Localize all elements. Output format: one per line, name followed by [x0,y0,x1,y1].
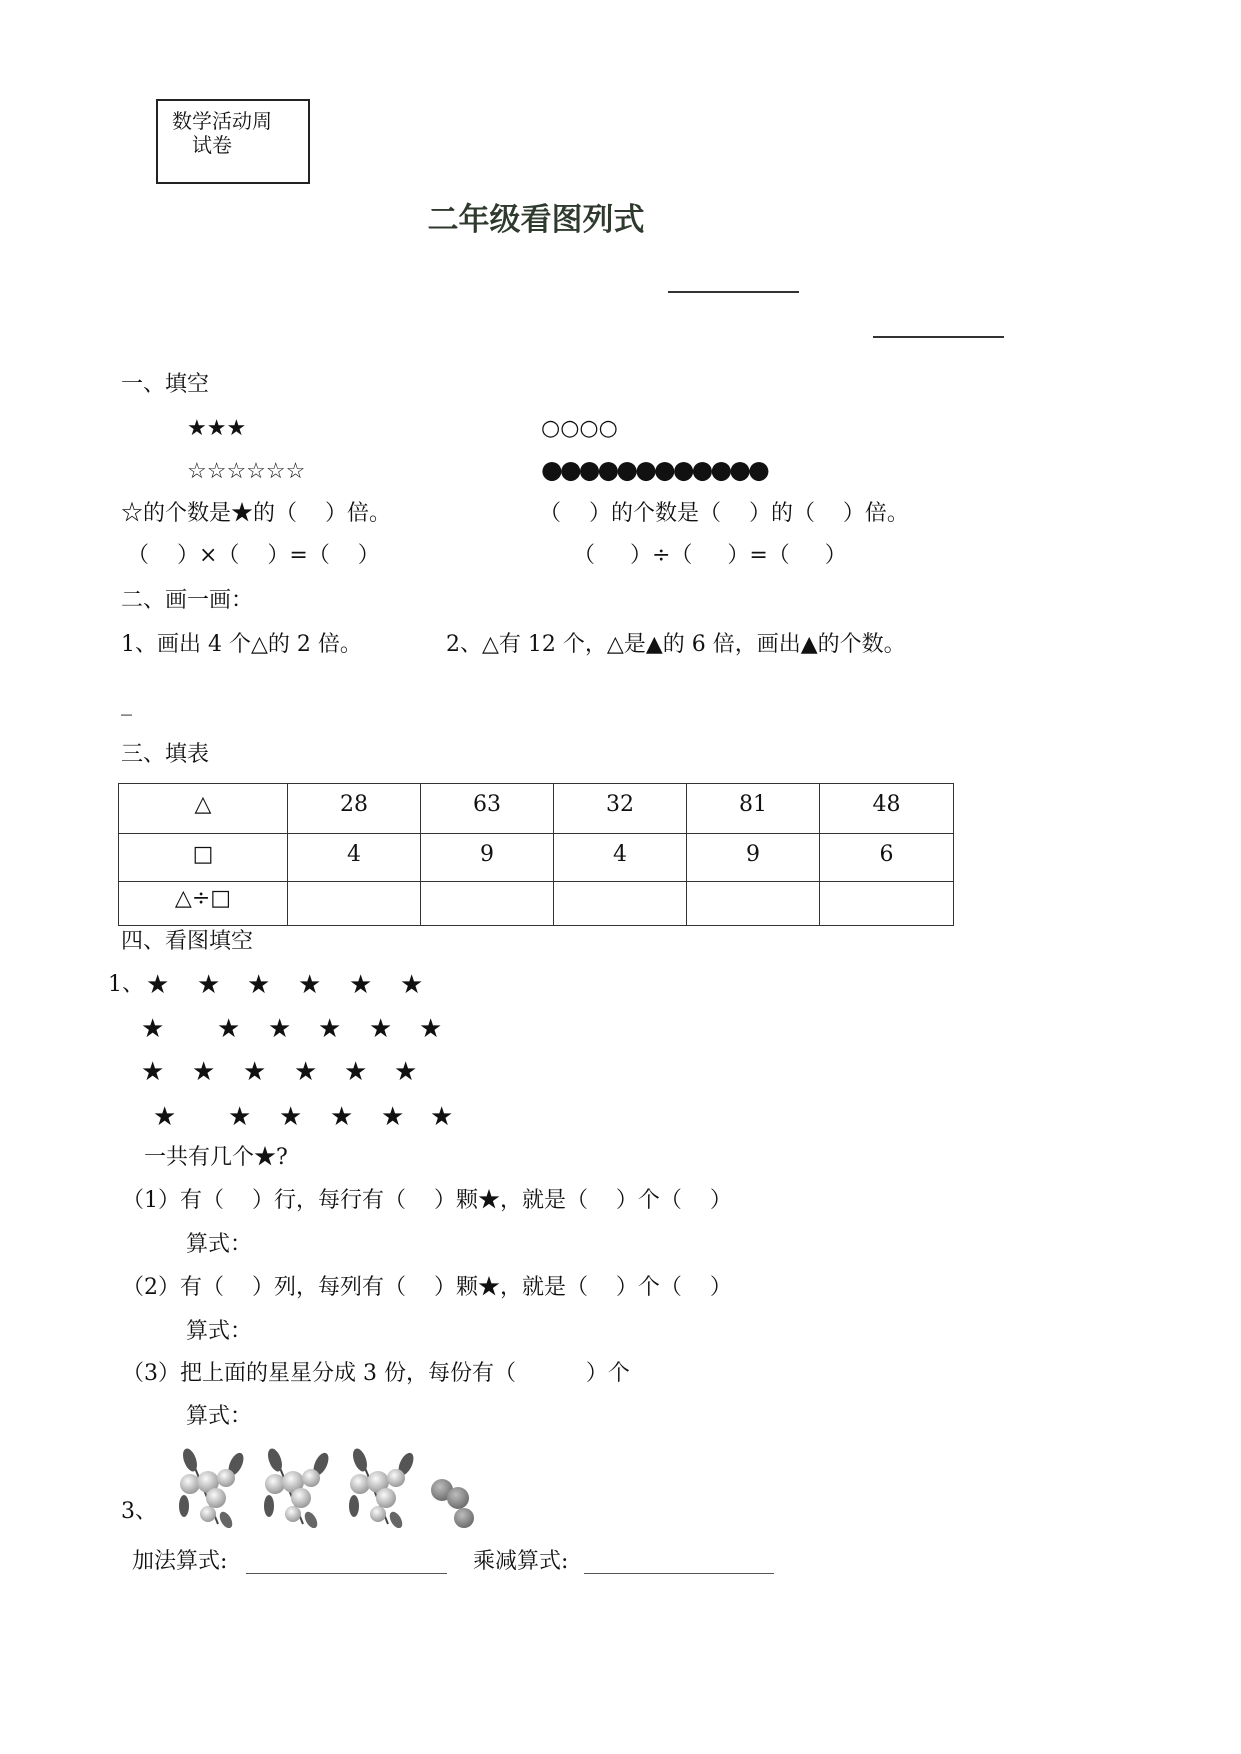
name-line [668,291,799,293]
row-label: □ [119,834,288,882]
formula-2: 算式： [186,1319,253,1344]
apple-branch-2 [264,1447,332,1528]
answer-cell[interactable] [820,882,954,926]
star-icon: ★ [294,1057,318,1087]
star-icon: ★ [247,970,271,1000]
q3-label: 3、 [121,1499,157,1524]
table-cell: 4 [554,834,687,882]
star-icon: ★ [243,1057,267,1087]
left-equation: （ ）×（ ）=（ ） [127,543,380,568]
black-stars: ★★★ [187,416,247,441]
white-stars: ☆☆☆☆☆☆ [187,459,306,484]
star-icon: ★ [153,1102,177,1132]
mul-formula-label: 乘减算式: [473,1549,569,1574]
table-cell: 48 [820,784,954,834]
box-line-1: 数学活动周 [172,109,272,133]
star-icon: ★ [330,1102,354,1132]
part-3: （3）把上面的星星分成 3 份，每份有（ ）个 [122,1361,630,1386]
section3-heading: 三、填表 [121,742,210,767]
fill-table [118,783,954,926]
part-1: （1）有（ ）行，每行有（ ）颗★，就是（ ）个（ ） [122,1188,732,1213]
table-cell: 9 [421,834,554,882]
star-icon: ★ [228,1102,252,1132]
star-icon: ★ [419,1014,443,1044]
header-box [156,99,310,184]
star-icon: ★ [141,1014,165,1044]
page-title: 二年级看图列式 [427,202,645,238]
table-cell: 4 [288,834,421,882]
star-icon: ★ [430,1102,454,1132]
star-icon: ★ [394,1057,418,1087]
answer-cell[interactable] [288,882,421,926]
q1-label: 1、 [108,972,144,997]
table-row [119,882,954,926]
section4-heading: 四、看图填空 [121,929,254,954]
right-equation: （ ）÷（ ）=（ ） [573,543,847,568]
white-circles: ○○○○ [541,416,618,441]
add-formula-label: 加法算式: [132,1549,228,1574]
left-question: ☆的个数是★的（ ）倍。 [121,501,391,526]
answer-cell[interactable] [687,882,820,926]
table-cell: 63 [421,784,554,834]
score-line [873,336,1004,338]
section2-q2: 2、△有 12 个，△是▲的 6 倍，画出▲的个数。 [446,632,906,657]
star-icon: ★ [318,1014,342,1044]
table-cell: 9 [687,834,820,882]
fruit-picture [178,1446,498,1528]
answer-cell[interactable] [421,882,554,926]
section2-heading: 二、画一画： [121,588,254,613]
star-icon: ★ [344,1057,368,1087]
stray-dash: _ [121,691,132,716]
part-2: （2）有（ ）列，每列有（ ）颗★，就是（ ）个（ ） [122,1275,732,1300]
star-icon: ★ [146,970,170,1000]
apple-branch-3 [349,1447,417,1528]
star-icon: ★ [197,970,221,1000]
table-row [119,834,954,882]
answer-cell[interactable] [554,882,687,926]
mul-formula-input[interactable] [584,1573,774,1574]
table-cell: 81 [687,784,820,834]
table-cell: 6 [820,834,954,882]
section1-heading: 一、填空 [121,372,210,397]
row-label: △÷□ [119,882,288,926]
star-icon: ★ [141,1057,165,1087]
section2-q1: 1、画出 4 个△的 2 倍。 [121,632,362,657]
black-circles: ●●●●●●●●●●●● [541,455,767,484]
star-icon: ★ [217,1014,241,1044]
star-icon: ★ [369,1014,393,1044]
right-question: （ ）的个数是（ ）的（ ）倍。 [539,501,909,526]
star-icon: ★ [400,970,424,1000]
orange [447,1487,469,1509]
formula-1: 算式： [186,1232,253,1257]
star-icon: ★ [268,1014,292,1044]
table-cell: 32 [554,784,687,834]
formula-3: 算式： [186,1404,253,1429]
orange [454,1508,474,1528]
table-row [119,784,954,834]
box-line-2: 试卷 [192,133,232,157]
row-label: △ [119,784,288,834]
apple-branch-1 [179,1447,247,1528]
star-icon: ★ [298,970,322,1000]
star-icon: ★ [192,1057,216,1087]
star-icon: ★ [279,1102,303,1132]
star-question: 一共有几个★? [144,1145,288,1170]
add-formula-input[interactable] [246,1573,447,1574]
star-icon: ★ [381,1102,405,1132]
star-icon: ★ [349,970,373,1000]
table-cell: 28 [288,784,421,834]
